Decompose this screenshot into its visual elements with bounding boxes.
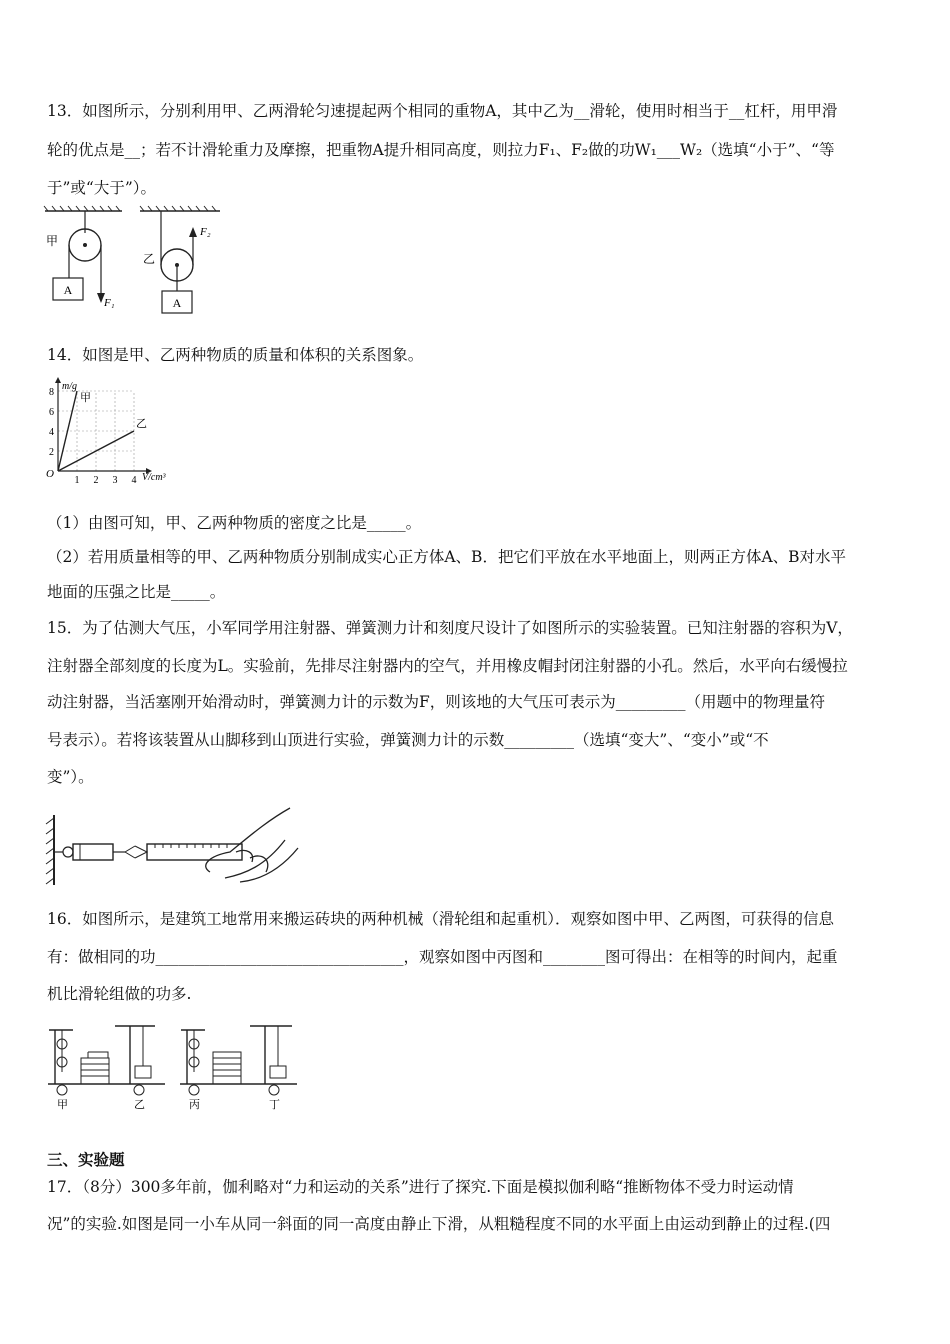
q13-line-1: 13．如图所示，分别利用甲、乙两滑轮匀速提起两个相同的重物A，其中乙为__滑轮，使用时相当于__杠杆，用甲滑 — [47, 102, 838, 120]
weight-a-label: A — [63, 283, 73, 297]
label-yi: 乙 — [134, 1099, 145, 1111]
q15-line-1: 15．为了估测大气压，小军同学用注射器、弹簧测力计和刻度尺设计了如图所示的实验装置。已知注射器的容积为V， — [47, 619, 853, 637]
y-tick-label: 4 — [49, 427, 54, 438]
label-f1: F₁ — [104, 297, 115, 309]
series-label-1: 甲 — [80, 392, 91, 404]
y-tick-label: 6 — [49, 407, 54, 418]
pulley-figure — [40, 203, 230, 323]
x-axis-label: V/cm³ — [142, 472, 166, 483]
q15-line-4: 号表示）。若将该装置从山脚移到山顶进行实验，弹簧测力计的示数_________（选填“变大”、“变小”或“不 — [47, 731, 769, 749]
q16-line-1: 16．如图所示，是建筑工地常用来搬运砖块的两种机械（滑轮组和起重机）．观察如图中甲、乙两图，可获得的信息 — [47, 910, 834, 928]
y-axis-label: m/g — [62, 381, 77, 392]
construction-machines-figure — [45, 1018, 305, 1113]
label-jia: 甲 — [46, 234, 59, 248]
q17-line-2: 况”的实验.如图是同一小车从同一斜面的同一高度由静止下滑，从粗糙程度不同的水平面上由运动到静止的过程.(四 — [47, 1215, 831, 1233]
x-tick-label: 3 — [112, 475, 118, 485]
label-f2: F₂ — [200, 226, 211, 238]
q16-line-2: 有：做相同的功________________________________，观察如图中丙图和________图可得出：在相等的时间内，起重 — [47, 948, 838, 966]
weight-a-label: A — [172, 296, 182, 310]
y-tick-label: 8 — [49, 387, 54, 398]
mass-volume-chart — [40, 375, 190, 485]
label-bing: 丙 — [189, 1099, 200, 1111]
y-axis-arrow — [55, 377, 61, 383]
q15-line-5: 变”）。 — [47, 768, 94, 786]
y-tick-label: 2 — [49, 447, 54, 458]
q14-part-2-line-1: （2）若用质量相等的甲、乙两种物质分别制成实心正方体A、B．把它们平放在水平地面上，则两正方体A、B对水平 — [47, 548, 847, 566]
panel-jia-yi — [48, 1026, 165, 1111]
syringe-figure — [40, 800, 300, 890]
x-tick-label: 4 — [131, 475, 137, 485]
q14-stem: 14．如图是甲、乙两种物质的质量和体积的关系图象。 — [47, 346, 424, 364]
q15-line-2: 注射器全部刻度的长度为L。实验前，先排尽注射器内的空气，并用橡皮帽封闭注射器的小孔。然后，水平向右缓慢拉 — [47, 657, 848, 675]
q17-line-1: 17．（8分）300多年前，伽利略对“力和运动的关系”进行了探究.下面是模拟伽利略“推断物体不受力时运动情 — [47, 1178, 794, 1196]
section-heading: 三、实验题 — [47, 1150, 125, 1169]
x-tick-label: 1 — [74, 475, 80, 485]
q14-part-2-line-2: 地面的压强之比是_____。 — [47, 583, 226, 601]
q16-line-3: 机比滑轮组做的功多. — [47, 985, 192, 1003]
chart-grid — [58, 391, 134, 471]
panel-bing-ding — [180, 1026, 297, 1111]
q14-part-1: （1）由图可知，甲、乙两种物质的密度之比是_____。 — [47, 514, 422, 532]
movable-pulley-yi — [140, 206, 220, 313]
label-yi: 乙 — [143, 252, 156, 266]
fixed-pulley-jia — [44, 206, 122, 309]
q13-line-3: 于”或“大于”）。 — [47, 179, 157, 197]
label-jia: 甲 — [57, 1099, 68, 1111]
origin-label: O — [46, 468, 54, 480]
x-tick-label: 2 — [93, 475, 99, 485]
label-ding: 丁 — [269, 1099, 280, 1111]
series-label-2: 乙 — [136, 418, 147, 430]
q13-line-2: 轮的优点是__；若不计滑轮重力及摩擦，把重物A提升相同高度，则拉力F₁、F₂做的功W₁___W₂（选填“小于”、“等 — [47, 141, 835, 159]
q15-line-3: 动注射器，当活塞刚开始滑动时，弹簧测力计的示数为F，则该地的大气压可表示为_________（用题中的物理量符 — [47, 693, 826, 711]
